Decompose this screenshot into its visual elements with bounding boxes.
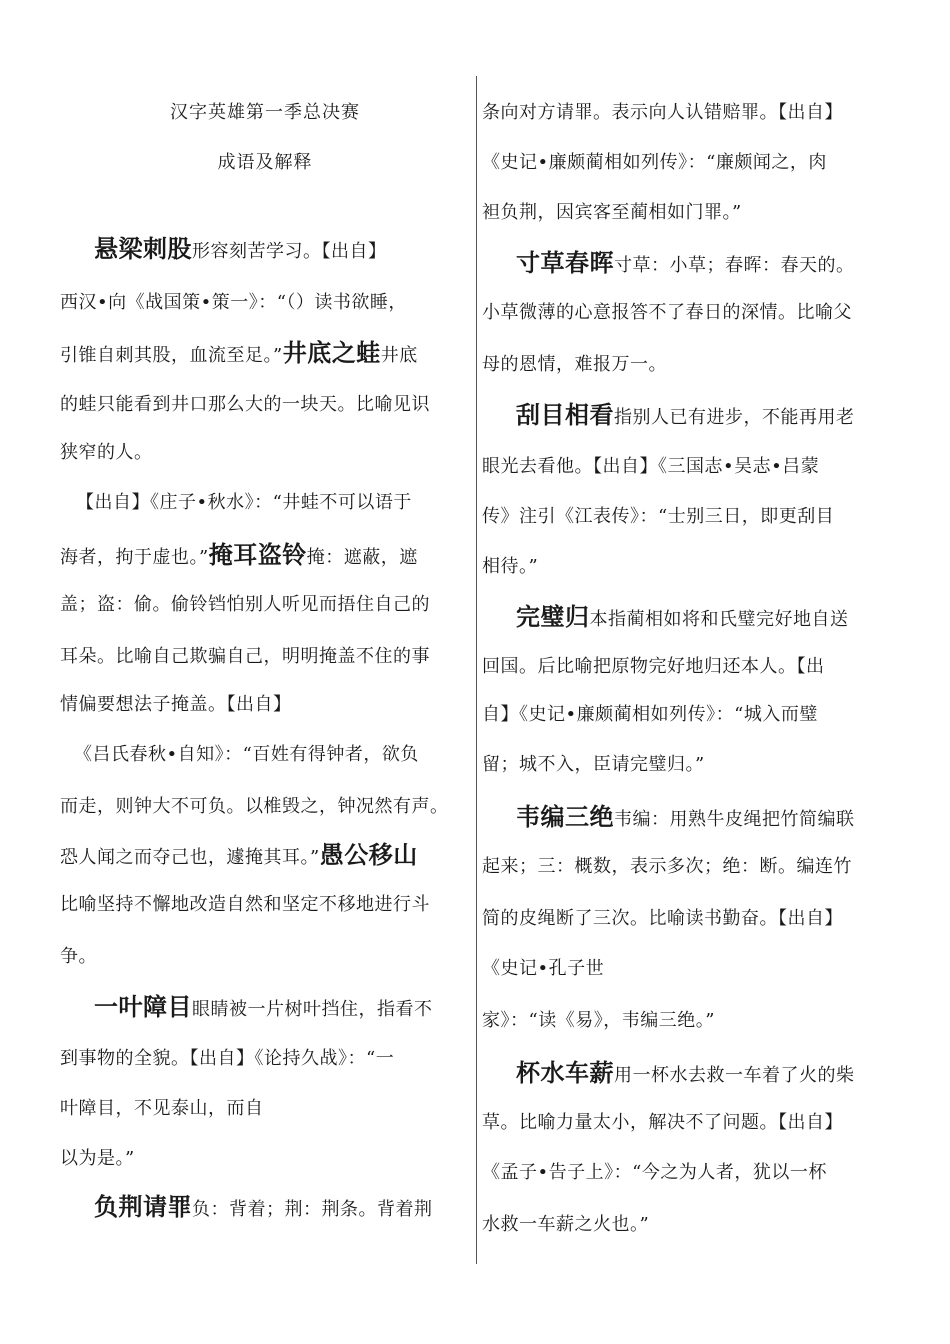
page-subtitle: 成语及解释: [217, 152, 313, 173]
idiom-term: 刮目相看: [516, 401, 614, 429]
line-text: 寸草：小草；春晖：春天的。: [614, 255, 855, 276]
right-text-line: 相待。”: [482, 556, 539, 577]
right-text-line: 回国。后比喻把原物完好地归还本人。【出: [482, 656, 825, 677]
right-text-line: 袒负荆，因宾客至蔺相如门罪。”: [482, 202, 742, 223]
line-text: 用一杯水去救一车着了火的柴: [614, 1065, 855, 1086]
line-text: 引锥自刺其股，血流至足。”: [60, 345, 283, 366]
left-text-line: [60, 340, 418, 369]
right-text-line: 小草微薄的心意报答不了春日的深情。比喻父: [482, 302, 852, 323]
line-text: 眼睛被一片树叶挡住，指看不: [192, 999, 433, 1020]
left-text-line: [94, 236, 387, 265]
line-text: 本指蔺相如将和氏璧完好地自送: [589, 609, 849, 630]
page-title: 汉字英雄第一季总决赛: [170, 102, 360, 123]
right-text-line: 简的皮绳断了三次。比喻读书勤奋。【出自】: [482, 908, 843, 929]
idiom-term: 杯水车薪: [516, 1059, 614, 1087]
idiom-term: 一叶障目: [94, 993, 192, 1021]
left-text-line: [94, 994, 433, 1023]
left-text-line: 【出自】《庄子•秋水》：“井蛙不可以语于: [76, 492, 412, 513]
left-text-line: 以为是。”: [60, 1148, 135, 1169]
left-text-line: 《吕氏春秋•自知》：“百姓有得钟者，欲负: [74, 744, 419, 765]
right-text-line: [516, 804, 855, 833]
line-text: 恐人闻之而夺己也，遽掩其耳。”: [60, 847, 320, 868]
left-text-line: 情偏要想法子掩盖。【出自】: [60, 694, 292, 715]
right-text-line: 草。比喻力量太小，解决不了问题。【出自】: [482, 1112, 843, 1133]
idiom-term: 悬梁刺股: [94, 235, 192, 263]
idiom-term: 完璧归: [516, 603, 590, 631]
line-text: 形容刻苦学习。【出自】: [192, 241, 387, 262]
right-text-line: [516, 250, 855, 279]
right-text-line: 水救一车薪之火也。”: [482, 1214, 650, 1235]
idiom-term: 负荆请罪: [94, 1193, 192, 1221]
right-text-line: [516, 402, 855, 431]
right-text-line: [516, 1060, 855, 1089]
left-text-line: 叶障目，不见泰山，而自: [60, 1098, 264, 1119]
line-text: 韦编：用熟牛皮绳把竹简编联: [614, 809, 855, 830]
left-text-line: 盖；盗：偷。偷铃铛怕别人听见而捂住自己的: [60, 594, 430, 615]
left-text-line: 耳朵。比喻自己欺骗自己，明明掩盖不住的事: [60, 646, 430, 667]
left-text-line: 到事物的全貌。【出自】《论持久战》：“一: [60, 1048, 395, 1069]
line-text: 掩：遮蔽，遮: [306, 547, 418, 568]
column-divider: [476, 76, 477, 1264]
right-text-line: 眼光去看他。【出自】《三国志•吴志•吕蒙: [482, 456, 820, 477]
right-text-line: 《孟子•告子上》：“今之为人者，犹以一杯: [482, 1162, 827, 1183]
left-text-line: 而走，则钟大不可负。以椎毁之，钟况然有声。: [60, 796, 449, 817]
idiom-term: 愚公移山: [319, 841, 418, 869]
idiom-term: 井底之蛙: [282, 339, 381, 367]
left-text-line: [94, 1194, 433, 1223]
right-text-line: [516, 604, 849, 633]
left-text-line: 比喻坚持不懈地改造自然和坚定不移地进行斗: [60, 894, 430, 915]
idiom-term: 寸草春晖: [516, 249, 614, 277]
right-text-line: 条向对方请罪。表示向人认错赔罪。【出自】: [482, 102, 843, 123]
line-text: 海者，拘于虚也。”: [60, 547, 209, 568]
right-text-line: 母的恩情，难报万一。: [482, 354, 667, 375]
right-text-line: 自】《史记•廉颇蔺相如列传》：“城入而璧: [482, 704, 818, 725]
left-text-line: 狭窄的人。: [60, 442, 153, 463]
right-text-line: 起来；三：概数，表示多次；绝：断。编连竹: [482, 856, 852, 877]
left-text-line: [60, 842, 418, 871]
line-text: 负：背着；荆：荆条。背着荆: [192, 1199, 433, 1220]
right-text-line: 家》：“读《易》，韦编三绝。”: [482, 1010, 715, 1031]
line-text: 井底: [380, 345, 418, 366]
right-text-line: 留；城不入，臣请完璧归。”: [482, 754, 705, 775]
right-text-line: 《史记•廉颇蔺相如列传》：“廉颇闻之，肉: [482, 152, 827, 173]
right-text-line: 《史记•孔子世: [482, 958, 605, 979]
left-text-line: 的蛙只能看到井口那么大的一块天。比喻见识: [60, 394, 430, 415]
line-text: 指别人已有进步，不能再用老: [614, 407, 855, 428]
left-text-line: 争。: [60, 946, 97, 967]
left-text-line: 西汉•向《战国策•策一》：“（）读书欲睡，: [60, 292, 407, 313]
idiom-term: 韦编三绝: [516, 803, 614, 831]
idiom-term: 掩耳盗铃: [208, 541, 307, 569]
left-text-line: [60, 542, 418, 571]
right-text-line: 传》注引《江表传》：“士别三日，即更刮目: [482, 506, 835, 527]
